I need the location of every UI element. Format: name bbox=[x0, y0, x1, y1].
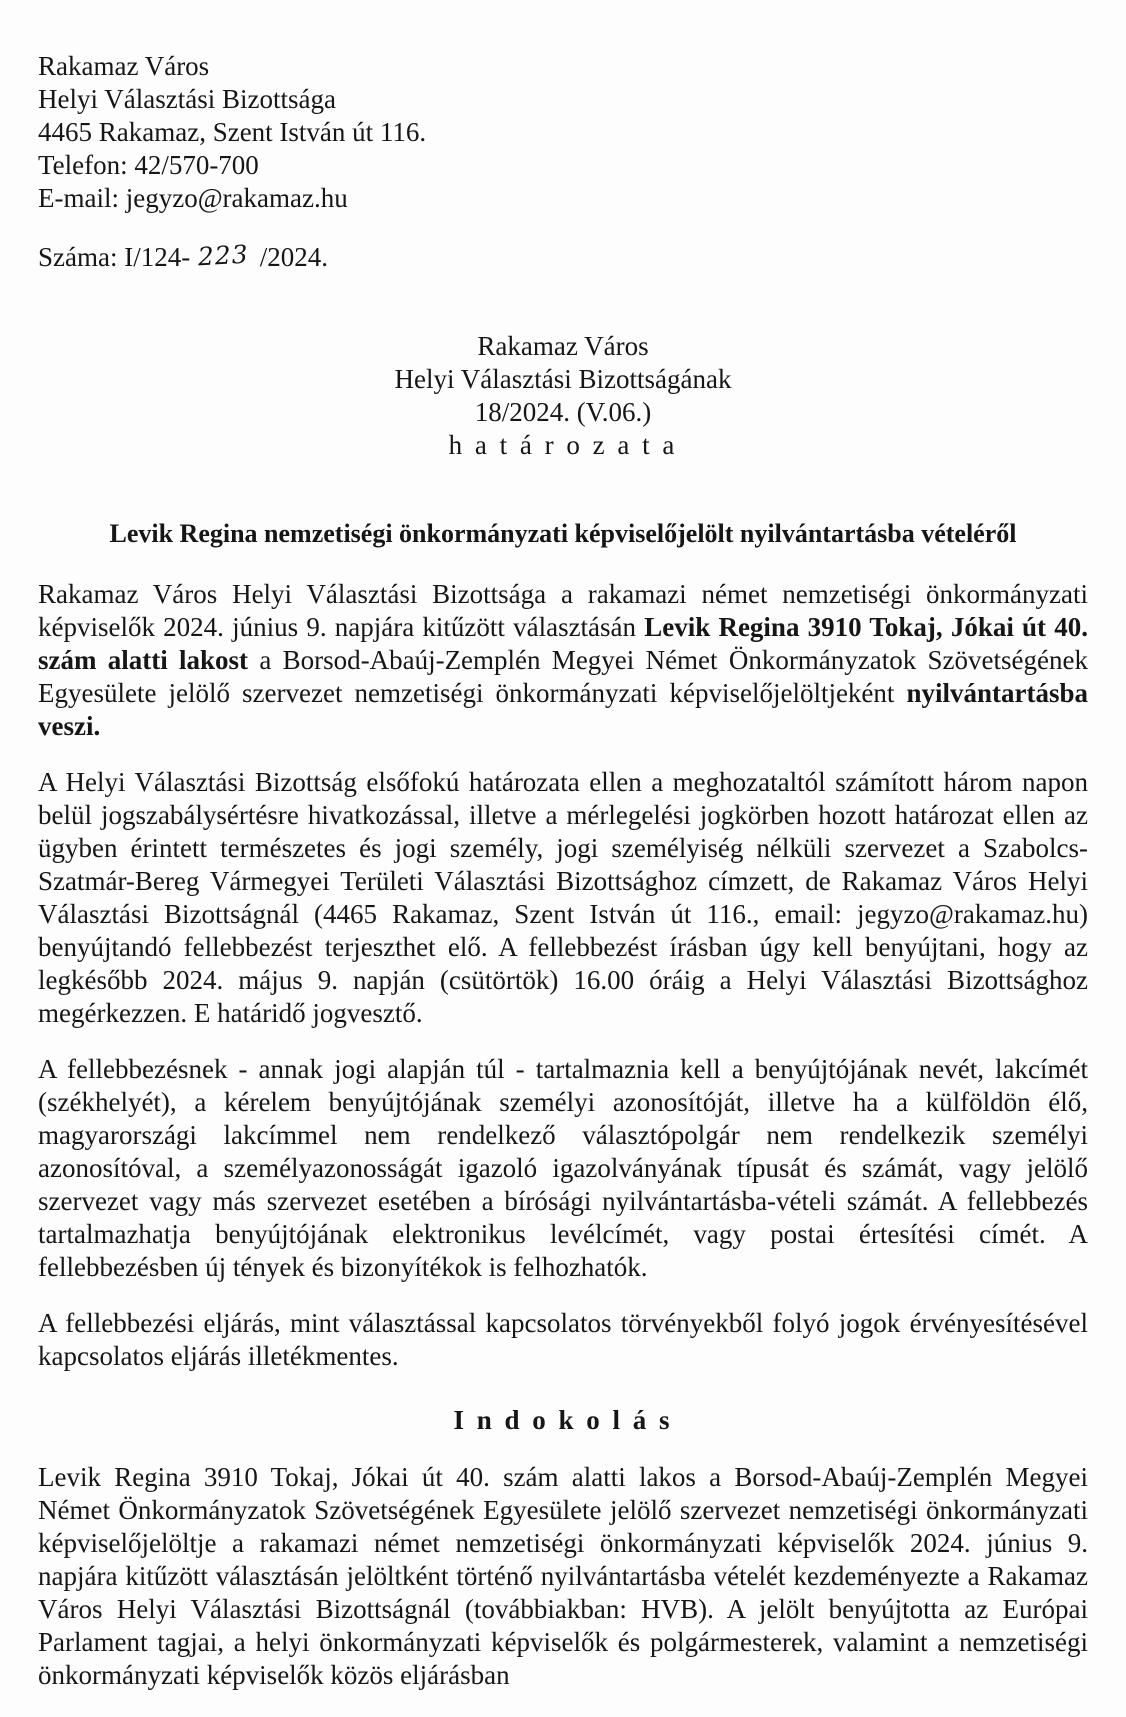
sender-phone: Telefon: 42/570-700 bbox=[38, 150, 259, 180]
operative-p1-text-2: a Borsod-Abaúj-Zemplén Megyei Német Önkormányzatok Szövetségének Egyesülete jelölő szervezet nemzetiségi önkormányzati képviselőjelöltjeként bbox=[38, 645, 1088, 708]
decision-word: h a t á r o z a t a bbox=[448, 430, 678, 460]
appeal-content-paragraph: A fellebbezésnek - annak jogi alapján túl - tartalmaznia kell a benyújtójának nevét, lakcímét (székhelyét), a kérelem benyújtójának személyi azonosítóját, illetve ha a külföldön élő, magyarországi lakcímmel nem rendelkező választópolgár nem rendelkezik személyi azonosítóval, a személyazonosságát igazoló igazolványának típusát és számát, vagy jelölő szervezet vagy más szervezet esetében a bírósági nyilvántartásba-vételi számát. A fellebbezés tartalmazhatja benyújtójának elektronikus levélcímét, vagy postai értesítési címét. A fellebbezésben új tények és bizonyítékok is felhozhatók. bbox=[38, 1054, 1088, 1282]
operative-p1-candidate-name: Levik Regina 3910 Tokaj, Jókai út 40. szám alatti lakost bbox=[38, 612, 1088, 675]
decision-title-org-line1: Rakamaz Város bbox=[477, 331, 649, 361]
reasoning-heading: I n d o k o l á s bbox=[453, 1405, 673, 1435]
fee-exemption-paragraph: A fellebbezési eljárás, mint választással kapcsolatos törvényekből folyó jogok érvényesítésével kapcsolatos eljárás illetékmentes. bbox=[38, 1308, 1088, 1371]
sender-organization-line2: Helyi Választási Bizottsága bbox=[38, 84, 336, 114]
decision-number: 18/2024. (V.06.) bbox=[474, 397, 652, 427]
reasoning-paragraph-1: Levik Regina 3910 Tokaj, Jókai út 40. szám alatti lakos a Borsod-Abaúj-Zemplén Megyei Német Önkormányzatok Szövetségének Egyesülete jelölő szervezet nemzetiségi önkormányzati képviselőjelöltje a rakamazi német nemzetiségi önkormányzati képviselők 2024. június 9. napjára kitűzött választásán jelöltként történő nyilvántartásba vételét kezdeményezte a Rakamaz Város Helyi Választási Bizottságnál (továbbiakban: HVB). A jelölt benyújtotta az Európai Parlament tagjai, a helyi önkormányzati képviselők és polgármesterek, valamint a nemzetiségi önkormányzati képviselők közös eljárásban bbox=[38, 1462, 1088, 1690]
operative-p1-text-1: Rakamaz Város Helyi Választási Bizottsága a rakamazi német nemzetiségi önkormányzati képviselők 2024. június 9. napjára kitűzött választásán bbox=[38, 579, 1088, 642]
decision-title-org-line2: Helyi Választási Bizottságának bbox=[394, 364, 732, 394]
case-number-prefix: Száma: I/124- bbox=[38, 242, 191, 272]
sender-email: E-mail: jegyzo@rakamaz.hu bbox=[38, 183, 348, 213]
sender-organization-line1: Rakamaz Város bbox=[38, 51, 210, 81]
case-number-handwritten: 223 bbox=[197, 239, 250, 272]
case-number-suffix: /2024. bbox=[259, 242, 328, 272]
sender-address-block bbox=[38, 50, 1088, 215]
operative-paragraph-1 bbox=[38, 578, 1088, 743]
decision-title-block bbox=[38, 330, 1088, 462]
appeal-rules-paragraph: A Helyi Választási Bizottság elsőfokú határozata ellen a meghozataltól számított három napon belül jogszabálysértésre hivatkozással, illetve a mérlegelési jogkörben hozott határozat ellen az ügyben érintett természetes és jogi személy, jogi személyiség nélküli szervezet a Szabolcs-Szatmár-Bereg Vármegyei Területi Választási Bizottsághoz címzett, de Rakamaz Város Helyi Választási Bizottságnál (4465 Rakamaz, Szent István út 116., email: jegyzo@rakamaz.hu) benyújtandó fellebbezést terjeszthet elő. A fellebbezést írásban úgy kell benyújtani, hogy az legkésőbb 2024. május 9. napján (csütörtök) 16.00 óráig a Helyi Választási Bizottsághoz megérkezzen. E határidő jogvesztő. bbox=[38, 767, 1088, 1028]
decision-subject: Levik Regina nemzetiségi önkormányzati képviselőjelölt nyilvántartásba vételéről bbox=[109, 519, 1017, 548]
case-number-line bbox=[38, 241, 1088, 274]
sender-street-address: 4465 Rakamaz, Szent István út 116. bbox=[38, 117, 427, 147]
operative-p1-registration-statement: nyilvántartásba veszi. bbox=[38, 678, 1088, 741]
document-body bbox=[38, 578, 1088, 1692]
